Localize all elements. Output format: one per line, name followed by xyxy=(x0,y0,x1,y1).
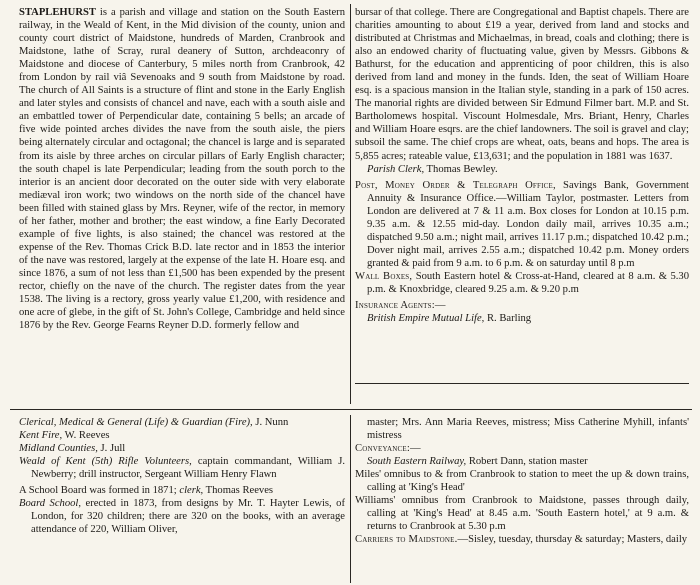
wall-boxes-heading: Wall Boxes, xyxy=(355,270,413,282)
staplehurst-description xyxy=(19,6,345,332)
insurance-divider xyxy=(355,383,689,384)
board-school-entry xyxy=(19,497,345,536)
left-column-bottom xyxy=(19,416,345,536)
insurance-heading-text: Insurance Agents:— xyxy=(355,300,446,312)
conveyance-heading xyxy=(355,442,689,455)
insurance-heading xyxy=(355,299,689,312)
place-name: STAPLEHURST xyxy=(19,7,96,18)
volunteers-label: Weald of Kent (5th) Rifle Volunteers, xyxy=(19,456,192,468)
column-divider-top xyxy=(350,4,351,404)
midland-agent: J. Jull xyxy=(97,443,126,455)
section-divider xyxy=(10,409,692,410)
midland-entry xyxy=(19,442,345,455)
williams-omnibus-entry: Williams' omnibus from Cranbrook to Maidstone, passes through daily, calling at 'King's Head' at 8.45 a.m. 'South Eastern hotel,' at 9 a.m. & returns to Cranbrook at 5.30 p.m xyxy=(355,495,689,533)
clerical-entry xyxy=(19,416,345,429)
insurance-agent: R. Barling xyxy=(484,313,532,325)
conveyance-heading-text: Conveyance:— xyxy=(355,443,421,455)
column-divider-bottom xyxy=(350,415,351,583)
kent-fire-entry xyxy=(19,429,345,442)
board-school-label: Board School, xyxy=(19,498,82,510)
carriers-entry xyxy=(355,533,689,546)
clerical-label: Clerical, Medical & General (Life) & Guardian (Fire), xyxy=(19,417,253,428)
railway-text: Robert Dann, station master xyxy=(466,456,588,468)
insurance-company: British Empire Mutual Life, xyxy=(367,313,485,325)
parish-clerk-entry xyxy=(355,163,689,176)
post-office-text: Savings Bank, Government Annuity & Insurance Office.—William Taylor, postmaster. Letters from London are delivered at 7 & 11 a.m. Box closes for London at 10.15 p.m. 9.35 a.m. & 12.55 mid-day. London daily mail, arrives 10.35 a.m.; dispatched 9.50 a.m.; night mail, arrives 11.17 p.m.; dispatched 10.42 p.m.; Dover night mail, arrives 2.55 a.m.; dispatched 10.42 p.m. Money orders granted & paid from 9 a.m. to 6 p.m. & on saturday until 8 p.m xyxy=(367,179,689,269)
clerical-agent: J. Nunn xyxy=(252,417,289,428)
parish-clerk-name: Thomas Bewley. xyxy=(424,163,498,175)
left-column-top xyxy=(19,6,345,332)
right-column-bottom xyxy=(355,416,689,546)
midland-label: Midland Counties, xyxy=(19,443,98,455)
railway-label: South Eastern Railway, xyxy=(367,456,467,468)
post-office-entry xyxy=(355,179,689,270)
wall-boxes-entry xyxy=(355,270,689,296)
carriers-text: —Sisley, tuesday, thursday & saturday; Masters, daily xyxy=(457,534,688,546)
volunteers-entry xyxy=(19,455,345,481)
railway-entry xyxy=(355,455,689,468)
school-board-text: A School Board was formed in 1871; xyxy=(19,485,177,497)
wall-boxes-text: South Eastern hotel & Cross-at-Hand, cleared at 8 a.m. & 5.30 p.m. & Knoxbridge, cleared 9.25 a.m. & 9.20 p.m xyxy=(367,270,690,295)
right-column-top xyxy=(355,6,689,325)
master-entry: master; Mrs. Ann Maria Reeves, mistress; Miss Catherine Myhill, infants' mistress xyxy=(367,417,689,442)
post-office-heading: Post, Money Order & Telegraph Office, xyxy=(355,179,556,191)
carriers-heading: Carriers to Maidstone. xyxy=(355,534,458,546)
parish-clerk-label: Parish Clerk, xyxy=(367,163,425,175)
continued-description: bursar of that college. There are Congregational and Baptist chapels. There are charities amounting to about £19 a year, derived from land and stocks and distributed at Christmas and Michaelmas, in bread, coals and clothing; there is also an endowed charity of fluctuating value, given by Messrs. Gibbons & Bathurst, for the education and apprenticing of poor children, this is also derived from land and money in the funds. Iden, the seat of William Hoare esq. is a spacious mansion in the Italian style, standing in a park of 150 acres. The manorial rights are divided between Sir Edmund Filmer bart. M.P. and St. Bartholomews hospital. Viscount Holmesdale, Mrs. Briant, Henry, Charles and William Hoare esqrs. are the chief landowners. The soil is gravel and clay; subsoil the same. The chief crops are wheat, oats, beans and hops. The area is 5,855 acres; rateable value, £13,631; and the population in 1881 was 1637. xyxy=(355,7,689,162)
miles-omnibus-entry: Miles' omnibus to & from Cranbrook to station to meet the up & down trains, calling at 'King's Head' xyxy=(355,469,689,494)
intro-text: is a parish and village and station on the South Eastern railway, in the Weald of Kent, in the Mid division of the county, union and county court district of Maidstone, hundreds of Marden, Cranbrook and Maidstone, lathe of Scray, rural deanery of Sutton, archdeaconry of Maidstone and diocese of Canterbury, 5 miles north from Cranbrook, 42 from London by rail viâ Sevenoaks and 9 south from Maidstone by road. The church of All Saints is a structure of flint and stone in the Early English and later styles and consists of chancel and nave, each with a south aisle and an embattled tower of Perpendicular date, containing 5 bells; an arcade of five wide pointed arches divides the nave from the south aisle, the piers being alternately circular and octagonal; the chancel is large and is separated from its aisle by three arches on circular pillars of Early English character; the south chapel is late Perpendicular; leading from the south porch to the interior is an ancient door decorated on the outer side with very elaborate mediæval iron work; two windows on the north side of the chancel have been filled with stained glass by Mrs. Reyner, wife of the rector, in memory of her father, mother and brother; the east window, a fine Early Decorated example of five lights, is also stained; the chancel was restored at the expense of the Rev. Thomas Crick B.D. late rector and in 1853 the interior of the nave was restored, largely at the expense of the late H. Hoare esq. and since 1876, a sum of not less than £1,500 has been expended by the present rector, chiefly on the nave of the church. The register dates from the year 1538. The living is a rectory, gross yearly value £1,200, with residence and one acre of glebe, in the gift of St. John's College, Cambridge and held since 1876 by the Rev. George Fearns Reyner D.D. formerly fellow and xyxy=(19,7,345,332)
kent-fire-agent: W. Reeves xyxy=(62,430,110,442)
volunteers-text: captain commandant, William J. Newberry; drill instructor, Sergeant William Henry Flawn xyxy=(31,456,345,481)
board-school-text: erected in 1873, from designs by Mr. T. Hayter Lewis, of London, for 320 children; there are 320 on the books, with an average attendance of 220, William Oliver, xyxy=(31,498,345,536)
school-board-clerk: Thomas Reeves xyxy=(203,485,274,497)
school-board-clerk-label: clerk, xyxy=(176,485,204,497)
insurance-entry xyxy=(355,312,689,325)
school-board-entry xyxy=(19,484,345,497)
kent-fire-label: Kent Fire, xyxy=(19,430,63,442)
